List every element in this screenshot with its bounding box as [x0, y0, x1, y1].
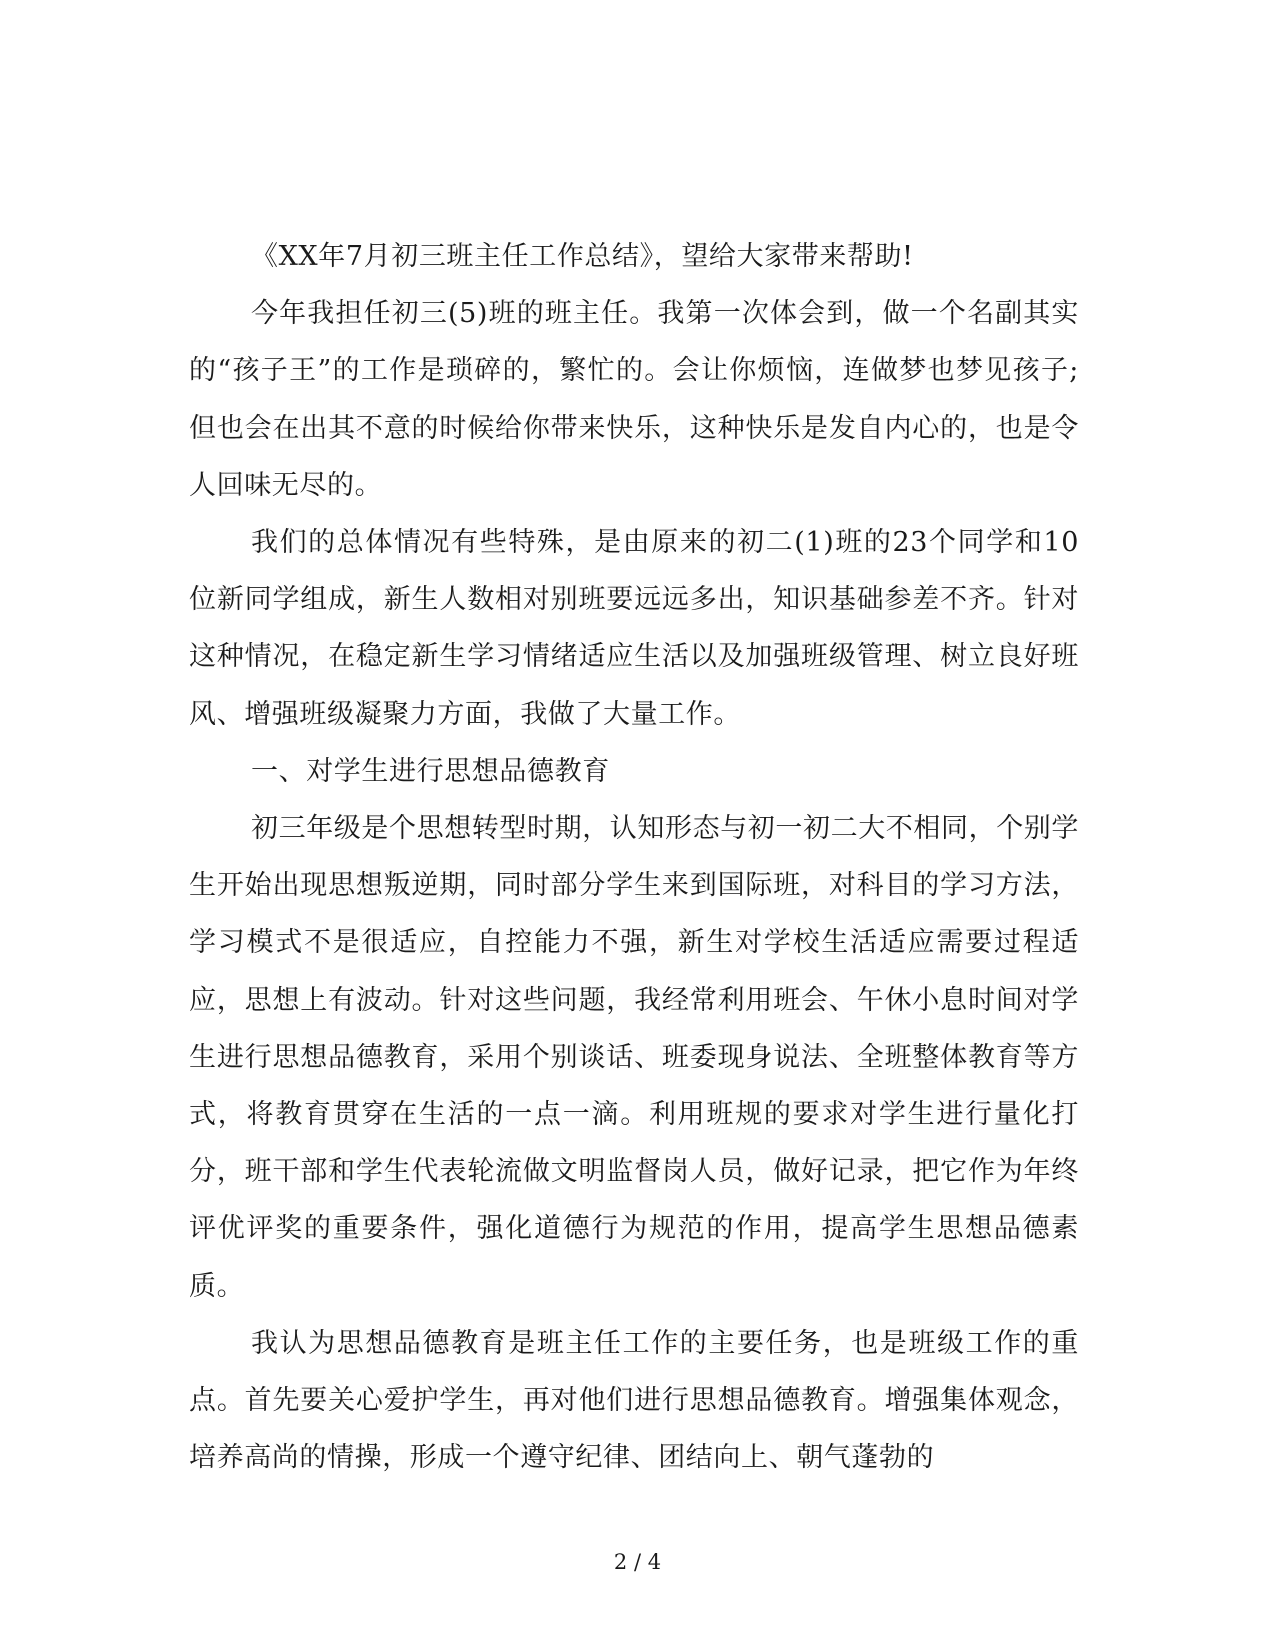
section-heading-moral-education: 一、对学生进行思想品德教育 — [251, 755, 610, 787]
paragraph-class-teacher: 今年我担任初三(5)班的班主任。我第一次体会到，做一个名副其实的“孩子王”的工作是琐碎的，繁忙的。会让你烦恼，连做梦也梦见孩子;但也会在出其不意的时候给你带来快乐，这种快乐是发自内心的，也是令人回味无尽的。 — [189, 298, 1079, 501]
paragraph-class-situation: 我们的总体情况有些特殊，是由原来的初二(1)班的23个同学和10位新同学组成，新生人数相对别班要远远多出，知识基础参差不齐。针对这种情况，在稳定新生学习情绪适应生活以及加强班级管理、树立良好班风、增强班级凝聚力方面，我做了大量工作。 — [189, 527, 1079, 730]
paragraph-grade-three: 初三年级是个思想转型时期，认知形态与初一初二大不相同，个别学生开始出现思想叛逆期，同时部分学生来到国际班，对科目的学习方法，学习模式不是很适应，自控能力不强，新生对学校生活适应需要过程适应，思想上有波动。针对这些问题，我经常利用班会、午休小息时间对学生进行思想品德教育，采用个别谈话、班委现身说法、全班整体教育等方式，将教育贯穿在生活的一点一滴。利用班规的要求对学生进行量化打分，班干部和学生代表轮流做文明监督岗人员，做好记录，把它作为年终评优评奖的重要条件，强化道德行为规范的作用，提高学生思想品德素质。 — [189, 813, 1079, 1302]
paragraph-main-task: 我认为思想品德教育是班主任工作的主要任务，也是班级工作的重点。首先要关心爱护学生，再对他们进行思想品德教育。增强集体观念，培养高尚的情操，形成一个遵守纪律、团结向上、朝气蓬勃的 — [189, 1327, 1079, 1474]
intro-paragraph: 《XX年7月初三班主任工作总结》，望给大家带来帮助! — [251, 241, 914, 272]
page-number: 2 / 4 — [613, 1550, 662, 1574]
document-body — [189, 228, 1079, 1486]
